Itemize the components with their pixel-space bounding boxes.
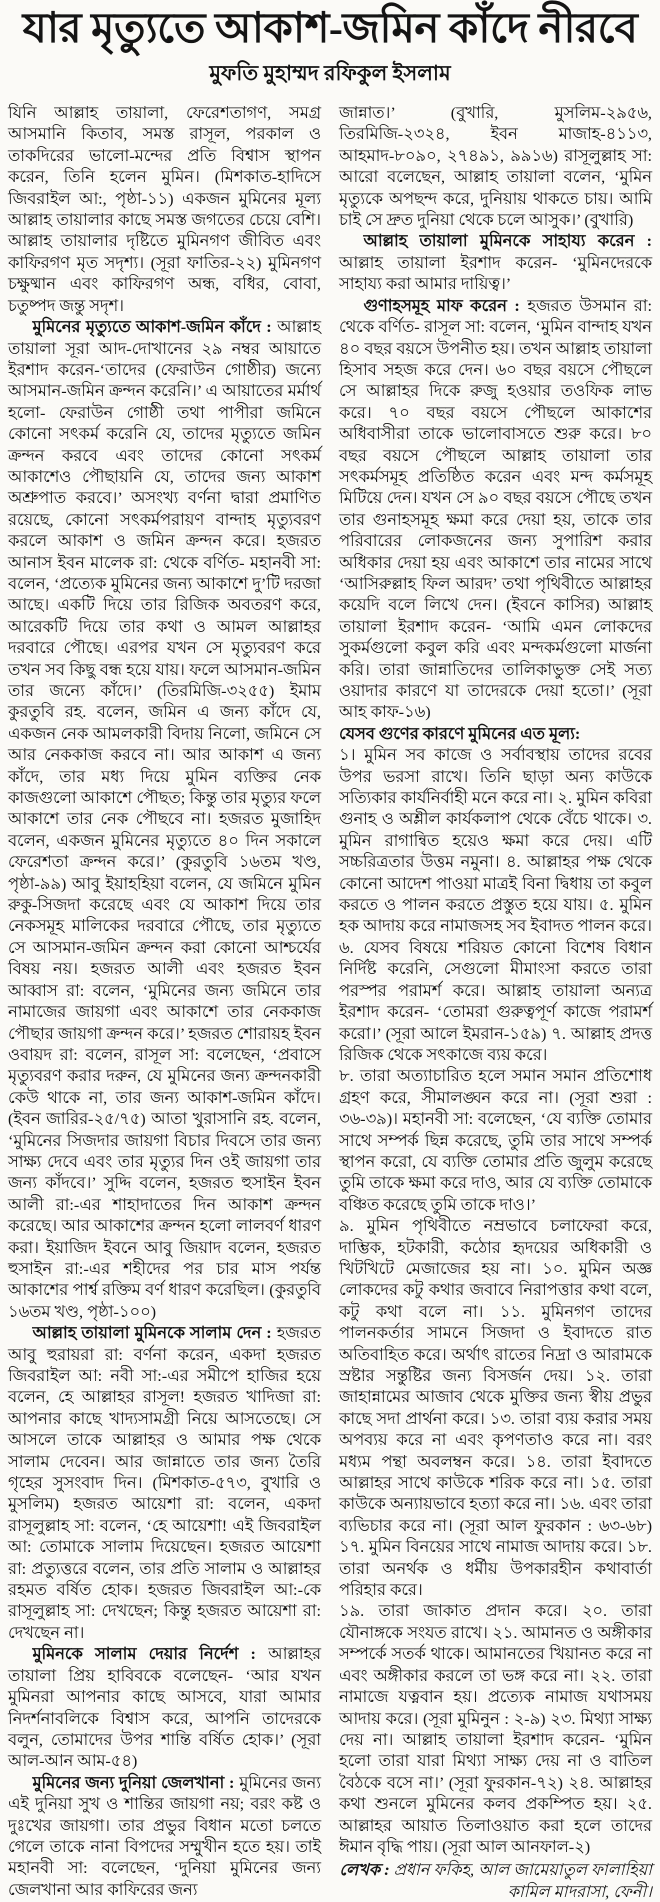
paragraph-text: হজরত উসমান রা: থেকে বর্ণিত- রাসূল সা: বলেন, ‘মুমিন বান্দাহ যখন ৪০ বছর বয়সে উপনীত হয়। তখন আল্লাহ তায়ালা হিসাব সহজ করে দেন। ৬০ বছর বয়সে পৌছলে সে আল্লাহর দিকে রুজু হওয়ার তওফিক লাভ করে। ৭০ বছর বয়সে পৌছলে আকাশের অধিবাসীরা তাকে ভালোবাসতে শুরু করে। ৮০ বছর বয়সে পৌছলে আল্লাহ তায়ালা তার সৎকর্মসমূহ প্রতিষ্ঠিত করেন এবং মন্দ কর্মসমূহ মিটিয়ে দেন। যখন সে ৯০ বছর বয়সে পৌছে তখন তার গুনাহসমূহ ক্ষমা করে দেয়া হয়, তাকে তার পরিবারের লোকজনের জন্য সুপারিশ করার অধিকার দেয়া হয় এবং আকাশে তার নামের সাথে ‘আসিরুল্লাহ ফিল আরদ’ তথা পৃথিবীতে আল্লাহর কয়েদি বলে লিখে দেন। (ইবনে কাসির) আল্লাহ তায়ালা ইরশাদ করেন- ‘আমি এমন লোকদের সুকর্মগুলো কবুল করি এবং মন্দকর্মগুলো মার্জনা করি। তারা জান্নাতিদের তালিকাভুক্ত সেই সত্য ওয়াদার কারণে যা তাদেরকে দেয়া হতো।’ (সূরা আহ কাফ-১৬): [339, 295, 652, 722]
section-heading: গুণাহসমূহ মাফ করেন :: [363, 295, 528, 315]
paragraph: [339, 1065, 652, 1215]
paragraph: [339, 744, 652, 1065]
paragraph-text: ১। মুমিন সব কাজে ও সর্বাবস্থায় তাদের রবের উপর ভরসা রাখে। তিনি ছাড়া অন্য কাউকে সত্যিকার কার্যনির্বাহী মনে করে না। ২. মুমিন কবিরা গুনাহ ও অশ্লীল কার্যকলাপ থেকে বেঁচে থাকে। ৩. মুমিন রাগান্বিত হয়েও ক্ষমা করে দেয়। এটি সচ্চরিত্রতার উত্তম নমুনা। ৪. আল্লাহর পক্ষ থেকে কোনো আদেশ পাওয়া মাত্রই বিনা দ্বিধায় তা কবুল করতে ও পালন করতে প্রস্তুত হয়ে যায়। ৫. মুমিন হক আদায় করে নামাজসহ সব ইবাদত পালন করে। ৬. যেসব বিষয়ে শরিয়ত কোনো বিশেষ বিধান নির্দিষ্ট করেনি, সেগুলো মীমাংসা করতে তারা পরস্পর পরামর্শ করে। আল্লাহ তায়ালা অন্যত্র ইরশাদ করেন- ‘তোমরা গুরুত্বপূর্ণ কাজে পরামর্শ করো।’ (সূরা আলে ইমরান-১৫৯) ৭. আল্লাহ প্রদত্ত রিজিক থেকে সৎকাজে ব্যয় করে।: [339, 745, 652, 1064]
writer-credit-text: প্রধান ফকিহ, আল জামেয়াতুল ফালাহিয়া কামিল মাদরাসা, ফেনী।: [393, 1860, 652, 1901]
article-author-byline: মুফতি মুহাম্মদ রফিকুল ইসলাম: [209, 61, 451, 86]
writer-credit: [339, 1859, 652, 1902]
paragraph-text: যিনি আল্লাহ তায়ালা, ফেরেশতাগণ, সমগ্র আসমানি কিতাব, সমস্ত রাসূল, পরকাল ও তাকদিরের ভালো-মন্দের প্রতি বিশ্বাস স্থাপন করেন, তিনি হলেন মুমিন। (মিশকাত-হাদিসে জিবরাইল আ:, পৃষ্ঠা-১১) একজন মুমিনের মূল্য আল্লাহ তায়ালার কাছে সমস্ত জগতের চেয়ে বেশি। আল্লাহ তায়ালার দৃষ্টিতে মুমিনগণ জীবিত এবং কাফিরগণ মৃত সদৃশ্য। (সূরা ফাতির-২২) মুমিনগণ চক্ষুষ্মান এবং কাফিরগণ অন্ধ, বধির, বোবা, চতুষ্পদ জন্তু সদৃশ।: [8, 103, 321, 315]
section-heading: মুমিনের মৃত্যুতে আকাশ-জমিন কাঁদে :: [32, 317, 278, 337]
paragraph: [339, 230, 652, 294]
paragraph-text: মুমিনের জন্য এই দুনিয়া সুখ ও শান্তির জায়গা নয়; বরং কষ্ট ও দুঃখের জায়গা। তার প্রভুর বিধান মতো চলতে গেলে তাকে নানা বিপদের সম্মুখীন হতে হয়। তাই মহানবী সা: বলেছেন, ‘দুনিয়া মুমিনের জন্য জেলখানা আর কাফিরের জন্য: [8, 1772, 321, 1899]
paragraph-text: ১৯. তারা জাকাত প্রদান করে। ২০. তারা যৌনাঙ্গকে সংযত রাখে। ২১. আমানত ও অঙ্গীকার সম্পর্কে সতর্ক থাকে। আমানতের খিয়ানত করে না এবং অঙ্গীকার করলে তা ভঙ্গ করে না। ২২. তারা নামাজে যত্নবান হয়। প্রত্যেক নামাজ যথাসময় আদায় করে। (সূরা মুমিনুন : ২-৯) ২৩. মিথ্যা সাক্ষ্য দেয় না। আল্লাহ তায়ালা ইরশাদ করেন- ‘মুমিন হলো তারা যারা মিথ্যা সাক্ষ্য দেয় না ও বাতিল বৈঠকে বসে না।’ (সূরা ফুরকান-৭২) ২৪. আল্লাহর কথা শুনলে মুমিনের কলব প্রকম্পিত হয়। ২৫. আল্লাহর আয়াত তিলাওয়াত করা হলে তাদের ঈমান বৃদ্ধি পায়। (সূরা আল আনফাল-২): [339, 1601, 652, 1856]
paragraph: [339, 295, 652, 723]
right-column: [339, 102, 652, 1902]
section-heading: যেসব গুণের কারণে মুমিনের এত মূল্য:: [339, 723, 581, 743]
paragraph-text: ৮. তারা অত্যাচারিত হলে সমান সমান প্রতিশোধ গ্রহণ করে, সীমালঙ্ঘন করে না। (সূরা শুরা : ৩৬-৩৯)। মহানবী সা: বলেছেন, ‘যে ব্যক্তি তোমার সাথে সম্পর্ক ছিন্ন করেছে, তুমি তার সাথে সম্পর্ক স্থাপন করো, যে ব্যক্তি তোমার প্রতি জুলুম করেছে তুমি তাকে ক্ষমা করে দাও, আর যে ব্যক্তি তোমাকে বঞ্চিত করেছে তুমি তাকে দাও।’: [339, 1066, 652, 1214]
article-masthead: [8, 4, 652, 92]
paragraph: [339, 723, 652, 744]
article-title: যার মৃত্যুতে আকাশ-জমিন কাঁদে নীরবে: [22, 6, 638, 52]
paragraph: [8, 102, 321, 316]
paragraph: [8, 1772, 321, 1900]
article-body-columns: [8, 102, 652, 1902]
paragraph: [339, 1600, 652, 1857]
paragraph: [8, 316, 321, 1322]
section-heading: মুমিনের জন্য দুনিয়া জেলখানা :: [32, 1772, 240, 1792]
paragraph: [8, 1643, 321, 1771]
paragraph-text: ৯. মুমিন পৃথিবীতে নম্রভাবে চলাফেরা করে, দাম্ভিক, হটকারী, কঠোর হৃদয়ের অধিকারী ও খিটখিটে মেজাজের হয় না। ১০. মুমিন অজ্ঞ লোকদের কটু কথার জবাবে নিরাপত্তার কথা বলে, কটু কথা বলে না। ১১. মুমিনগণ তাদের পালনকর্তার সামনে সিজদা ও ইবাদতে রাত অতিবাহিত করে। অর্থাৎ রাতের নিদ্রা ও আরামকে স্রষ্টার সন্তুষ্টির জন্য বিসর্জন দেয়। ১২. তারা জাহান্নামের আজাব থেকে মুক্তির জন্য স্বীয় প্রভুর কাছে সদা প্রার্থনা করে। ১৩. তারা ব্যয় করার সময় অপব্যয় করে না এবং কৃপণতাও করে না। বরং মধ্যম পন্থা অবলম্বন করে। ১৪. তারা ইবাদতে আল্লাহর সাথে কাউকে শরিক করে না। ১৫. তারা কাউকে অন্যায়ভাবে হত্যা করে না। ১৬. এবং তারা ব্যভিচার করে না। (সূরা আল ফুরকান : ৬৩-৬৮) ১৭. মুমিন বিনয়ের সাথে নামাজ আদায় করে। ১৮. তারা অনর্থক ও ধর্মীয় উপকারহীন কথাবার্তা পরিহার করে।: [339, 1216, 652, 1600]
paragraph: [339, 1215, 652, 1600]
section-heading: আল্লাহ তায়ালা মুমিনকে সাহায্য করেন :: [363, 231, 652, 251]
paragraph-text: আল্লাহর তায়ালা প্রিয় হাবিবকে বলেছেন- ‘আর যখন মুমিনরা আপনার কাছে আসবে, যারা আমার নিদর্শনাবলিকে বিশ্বাস করে, আপনি তাদেরকে বলুন, তোমাদের উপর শান্তি বর্ষিত হোক।’ (সূরা আল-আন আম-৫৪): [8, 1644, 321, 1771]
paragraph-text: আল্লাহ তায়ালা ইরশাদ করেন- ‘মুমিনদেরকে সাহায্য করা আমার দায়িত্ব।’: [339, 252, 652, 294]
paragraph: [339, 102, 652, 230]
writer-credit-label: লেখক :: [339, 1860, 394, 1880]
paragraph-text: আল্লাহ তায়ালা সূরা আদ-দোখানের ২৯ নম্বর আয়াতে ইরশাদ করেন-‘তাদের (ফেরাউন গোষ্ঠীর) জন্যে আসমান-জমিন ক্রন্দন করেনি।’ এ আয়াতের মর্মার্থ হলো- ফেরাউন গোষ্ঠী তথা পাপীরা জমিনে কোনো সৎকর্ম করেনি যে, তাদের মৃত্যুতে জমিন ক্রন্দন করবে এবং তাদের কোনো সৎকর্ম আকাশেও পৌছায়নি যে, তাদের জন্য আকাশ অশ্রুপাত করবে।’ অসংখ্য বর্ণনা দ্বারা প্রমাণিত রয়েছে, কোনো সৎকর্মপরায়ণ বান্দাহ মৃত্যুবরণ করলে আকাশ ও জমিন ক্রন্দন করে। হজরত আনাস ইবন মালেক রা: থেকে বর্ণিত- মহানবী সা: বলেন, ‘প্রত্যেক মুমিনের জন্য আকাশে দু’টি দরজা আছে। একটি দিয়ে তার রিজিক অবতরণ করে, আরেকটি দিয়ে তার কথা ও আমল আল্লাহর দরবারে পৌছে। এরপর যখন সে মৃত্যুবরণ করে তখন সব কিছু বন্ধ হয়ে যায়। ফলে আসমান-জমিন তার জন্যে কাঁদে।’ (তিরমিজি-৩২৫৫) ইমাম কুরতুবি রহ. বলেন, জমিন এ জন্য কাঁদে যে, একজন নেক আমলকারী বিদায় নিলো, জমিনে সে আর নেককাজ করবে না। আর আকাশ এ জন্য কাঁদে, তার মধ্য দিয়ে মুমিন ব্যক্তির নেক কাজগুলো আকাশে পৌছত; কিন্তু তার মৃত্যুর ফলে আকাশে তার নেক পৌছবে না। হজরত মুজাহিদ বলেন, একজন মুমিনের মৃত্যুতে ৪০ দিন সকালে ফেরেশতা ক্রন্দন করে।’ (কুরতুবি ১৬তম খণ্ড, পৃষ্ঠা-৯৯) আবু ইয়াহহিয়া বলেন, যে জমিনে মুমিন রুকু-সিজদা করেছে এবং যে আকাশ দিয়ে তার নেকসমূহ মালিকের দরবারে পৌছে, তার মৃত্যুতে সে আসমান-জমিন ক্রন্দন করা কোনো আশ্চর্যের বিষয় নয়। হজরত আলী এবং হজরত ইবন আব্বাস রা: বলেন, ‘মুমিনের জন্য জমিনে তার নামাজের জায়গা এবং আকাশে তার নেককাজ পৌছার জায়গা ক্রন্দন করে।’ হজরত শোরায়হ ইবন ওবায়দ রা: বলেন, রাসূল সা: বলেছেন, ‘প্রবাসে মৃত্যুবরণ করার দরুন, যে মুমিনের জন্য ক্রন্দনকারী কেউ থাকে না, তার জন্য আকাশ-জমিন কাঁদে। (ইবন জারির-২৫/৭৫) আতা খুরাসানি রহ. বলেন, ‘মুমিনের সিজদার জায়গা বিচার দিবসে তার জন্য সাক্ষ্য দেবে এবং তার মৃত্যুর দিন ওই জায়গা তার জন্য কাঁদবে।’ সুদ্দি বলেন, হজরত হুসাইন ইবন আলী রা:-এর শাহাদাতের দিন আকাশ ক্রন্দন করেছে। আর আকাশের ক্রন্দন হলো লালবর্ণ ধারণ করা। ইয়াজিদ ইবনে আবু জিয়াদ বলেন, হজরত হুসাইন রা:-এর শহীদের পর চার মাস পর্যন্ত আকাশের পার্শ্ব রক্তিম বর্ণ ধারণ করেছিল। (কুরতুবি ১৬তম খণ্ড, পৃষ্ঠা-১০০): [8, 317, 321, 1321]
left-column: [8, 102, 321, 1900]
section-heading: আল্লাহ তায়ালা মুমিনকে সালাম দেন :: [32, 1323, 277, 1343]
paragraph-text: জান্নাত।’ (বুখারি, মুসলিম-২৯৫৬, তিরমিজি-২৩২৪, ইবন মাজাহ-৪১১৩, আহমাদ-৮০৯০, ২৭৪৯১, ৯৯১৬) রাসূলুল্লাহ সা: আরো বলেছেন, আল্লাহ তায়ালা বলেন, ‘মুমিন মৃত্যুকে অপছন্দ করে, দুনিয়ায় থাকতে চায়। আমি চাই সে দ্রুত দুনিয়া থেকে চলে আসুক।’ (বুখারি): [339, 103, 652, 230]
paragraph: [8, 1322, 321, 1643]
paragraph-text: হজরত আবু হুরায়রা রা: বর্ণনা করেন, একদা হজরত জিবরাইল আ: নবী সা:-এর সমীপে হাজির হয়ে বলেন, হে আল্লাহর রাসূল! হজরত খাদিজা রা: আপনার কাছে খাদ্যসামগ্রী নিয়ে আসতেছে। সে আসলে তাকে আল্লাহর ও আমার পক্ষ থেকে সালাম দেবেন। আর জান্নাতে তার জন্য তৈরি গৃহের সুসংবাদ দিন। (মিশকাত-৫৭৩, বুখারি ও মুসলিম) হজরত আয়েশা রা: বলেন, একদা রাসূলুল্লাহ সা: বলেন, ‘হে আয়েশা! এই জিবরাইল আ: তোমাকে সালাম দিয়েছেন। হজরত আয়েশা রা: প্রত্যুত্তরে বলেন, তার প্রতি সালাম ও আল্লাহর রহমত বর্ষিত হোক। হজরত জিবরাইল আ:-কে রাসূলুল্লাহ সা: দেখছেন; কিন্তু হজরত আয়েশা রা: দেখছেন না।: [8, 1323, 321, 1642]
section-heading: মুমিনকে সালাম দেয়ার নির্দেশ :: [32, 1644, 269, 1664]
